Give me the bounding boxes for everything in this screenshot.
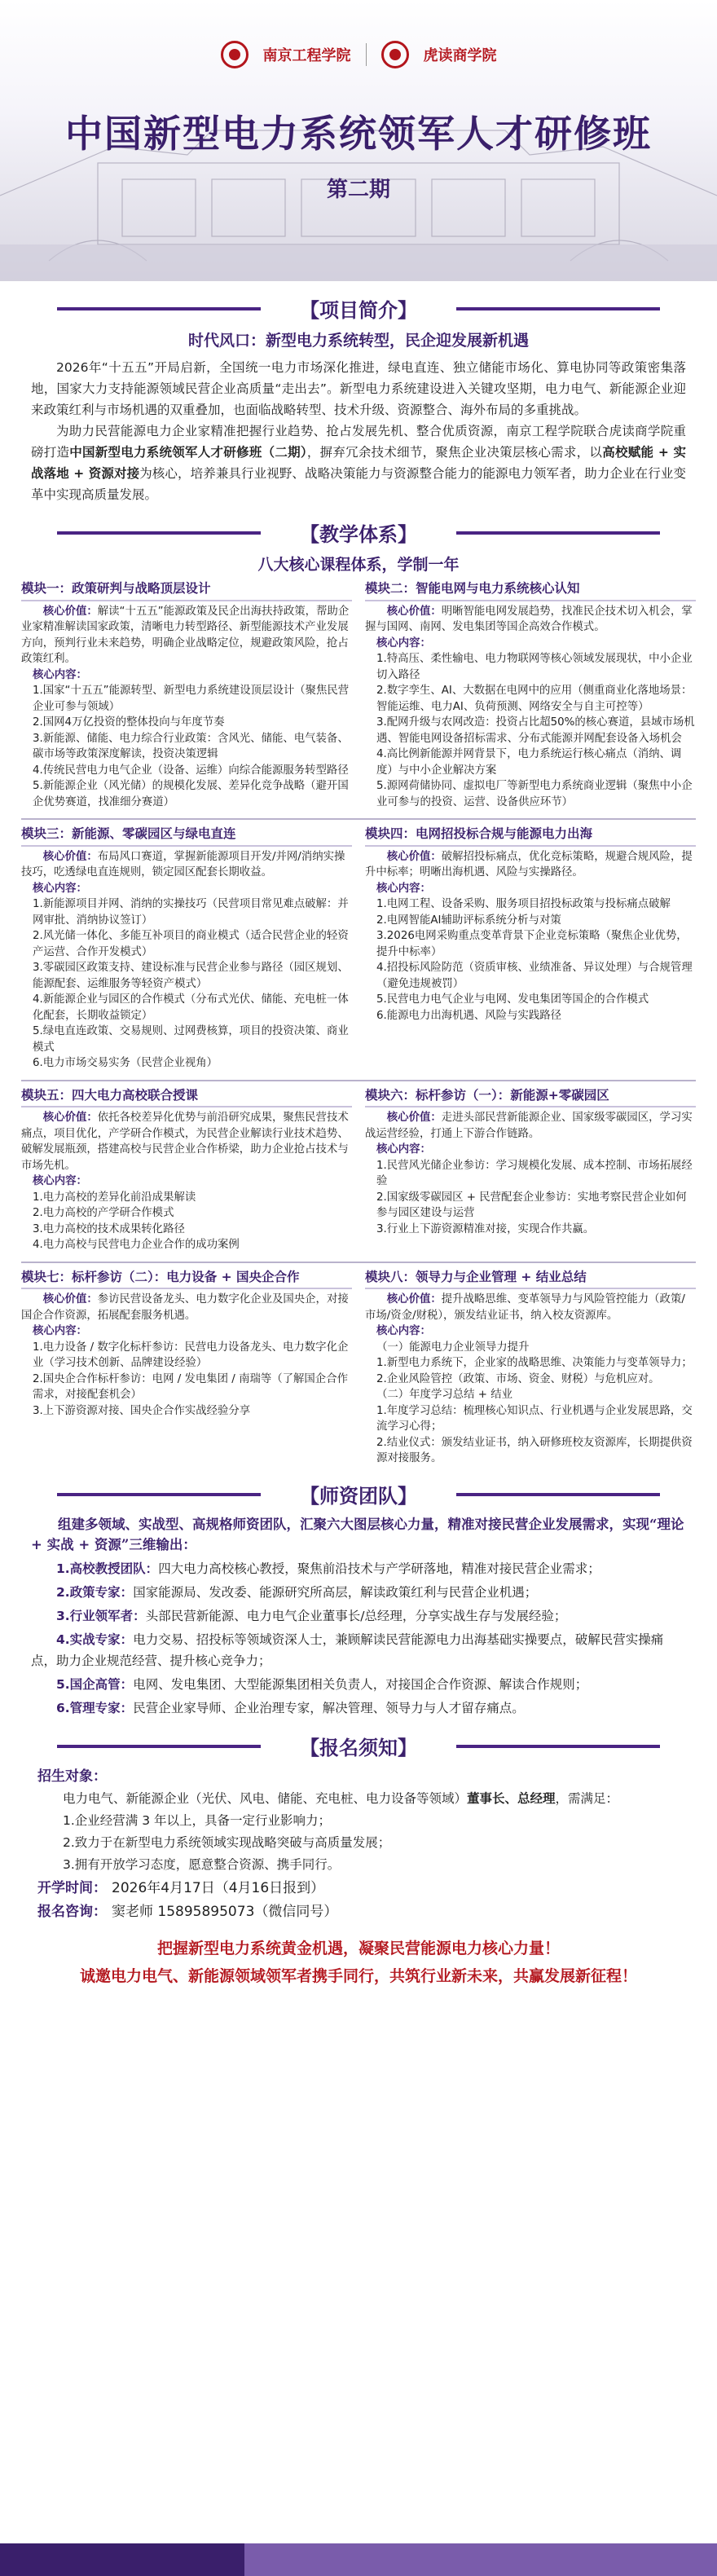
module-grid	[0, 581, 717, 1467]
section-label: 【师资团队】	[300, 1483, 417, 1508]
module-item: 4.招投标风险防范（资质审核、业绩准备、异议处理）与合规管理（避免违规被罚）	[376, 962, 693, 990]
module-card	[365, 581, 696, 810]
teachers-intro: 组建多领域、实战型、高规格师资团队，汇聚六大图层核心力量，精准对接民营企业发展需求，实现“理论 + 实战 + 资源”三维输出：	[31, 1516, 684, 1552]
module-item: 2.国网4万亿投资的整体投向与年度节奏	[33, 716, 225, 729]
teacher-list	[0, 1558, 717, 1719]
module-item: 4.高比例新能源并网背景下，电力系统运行核心痛点（消纳、调度）与中小企业解决方案	[376, 748, 682, 777]
module-item: 1.新型电力系统下，企业家的战略思维、决策能力与变革领导力；	[376, 1357, 693, 1369]
start-time-line: 开学时间： 2026年4月17日（4月16日报到）	[37, 1879, 325, 1896]
hero-banner	[0, 0, 717, 281]
school-seal-icon	[221, 41, 249, 68]
curriculum-theme: 八大核心课程体系，学制一年	[257, 556, 460, 574]
intro-paragraph-1: 2026年“十五五”开局启新，全国统一电力市场深化推进，绿电直连、独立储能市场化、算电协同等政策密集落地，国家大力支持能源领域民营企业高质量“走出去”。新型电力系统建设进入关键攻坚期，电力电气、新能源企业迎来政策红利与市场机遇的双重叠加，也面临战略转型、技术升级、资源整合、海外布局的多重挑战。	[31, 360, 686, 417]
module-item: 4.电力高校与民营电力企业合作的成功案例	[33, 1239, 240, 1251]
module-item: 4.新能源企业与园区的合作模式（分布式光伏、储能、充电桩一体化配套，长期收益锁定）	[33, 993, 349, 1022]
slogan-2: 诚邀电力电气、新能源领域领军者携手同行，共筑行业新未来，共赢发展新征程！	[79, 1966, 637, 1985]
module-content-label: 核心内容：	[376, 636, 431, 650]
module-value: 核心价值：走进头部民营新能源企业、国家级零碳园区，学习实战运营经验，打通上下游合作链路。	[365, 1112, 693, 1140]
contact-value: 窦老师 15895895073（微信同号）	[112, 1903, 338, 1920]
teacher-item: 5.国企高管：电网、发电集团、大型能源集团相关负责人，对接国企合作资源、解读合作规则；	[56, 1676, 588, 1692]
module-row	[21, 1262, 696, 1467]
requirement-list	[37, 1810, 680, 1876]
module-item: 2.国家级零碳园区 + 民营配套企业参访：实地考察民营企业如何参与园区建设与运营	[376, 1191, 687, 1219]
module-item: 1.民营风光储企业参访：学习规模化发展、成本控制、市场拓展经验	[376, 1159, 693, 1187]
module-item: 5.源网荷储协同、虚拟电厂等新型电力系统商业逻辑（聚焦中小企业可参与的投资、运营、设备供应环节）	[376, 780, 693, 808]
module-item: 3.新能源、储能、电力综合行业政策：含风光、储能、电气装备、碳市场等政策深度解读，投资决策逻辑	[33, 732, 349, 760]
module-card	[21, 581, 352, 810]
module-title: 模块六：标杆参访（一）：新能源+零碳园区	[365, 1088, 696, 1108]
requirement-item: 3.拥有开放学习态度，愿意整合资源、携手同行。	[63, 1856, 341, 1872]
section-header-intro	[0, 293, 717, 324]
module-item: 3.行业上下游资源精准对接，实现合作共赢。	[376, 1222, 595, 1235]
module-value: 核心价值：布局风口赛道，掌握新能源项目开发/并网/消纳实操技巧，吃透绿电直连规则，锁定园区配套长期收益。	[21, 850, 345, 878]
module-title: 模块一：政策研判与战略顶层设计	[21, 581, 352, 601]
module-title: 模块三：新能源、零碳园区与绿电直连	[21, 826, 352, 847]
module-content-label: 核心内容：	[376, 1143, 431, 1156]
academy-logo-text: 虎读商学院	[423, 47, 497, 64]
target-description: 电力电气、新能源企业（光伏、风电、储能、充电桩、电力设备等领域）董事长、总经理，需满足：	[63, 1790, 619, 1806]
module-item: 1.特高压、柔性输电、电力物联网等核心领域发展现状，中小企业切入路径	[376, 653, 693, 681]
teacher-item: 1.高校教授团队：四大电力高校核心教授，聚焦前沿技术与产学研落地，精准对接民营企业需求；	[56, 1561, 600, 1576]
module-title: 模块五：四大电力高校联合授课	[21, 1088, 352, 1108]
module-item: 2.结业仪式：颁发结业证书，纳入研修班校友资源库，长期提供资源对接服务。	[376, 1436, 693, 1464]
registration-block	[0, 1766, 717, 1923]
academy-seal-icon	[381, 41, 409, 68]
module-content-label: 核心内容：	[33, 1175, 87, 1187]
module-content-label: 核心内容：	[376, 1325, 431, 1337]
module-item: 3.零碳园区政策支持、建设标准与民营企业参与路径（园区规划、能源配套、运维服务等轻资产模式）	[33, 962, 349, 990]
section-header-curriculum	[0, 517, 717, 548]
module-row	[21, 1080, 696, 1253]
section-label: 【项目简介】	[300, 298, 417, 322]
teacher-item: 4.实战专家：电力交易、招投标等领域资深人士，兼顾解读民营能源电力出海基础实操要点，破解民营实操痛点，助力企业规范经营、提升核心竞争力；	[31, 1631, 664, 1668]
requirement-item: 2.致力于在新型电力系统领域实现战略突破与高质量发展；	[63, 1834, 391, 1850]
module-item: 1.电力高校的差异化前沿成果解读	[33, 1191, 196, 1204]
module-content-label: 核心内容：	[33, 668, 87, 681]
module-item: 2.数字孪生、AI、大数据在电网中的应用（侧重商业化落地场景：智能运维、电力AI、负荷预测、网络安全与自主可控等）	[376, 685, 693, 713]
footer-band	[0, 2543, 717, 2576]
target-label: 招生对象：	[37, 1768, 107, 1785]
module-item: 3.2026电网采购重点变革背景下企业竞标策略（聚焦企业优势，提升中标率）	[376, 930, 688, 958]
module-title: 模块四：电网招投标合规与能源电力出海	[365, 826, 696, 847]
module-content-label: 核心内容：	[376, 882, 431, 895]
module-item: 1.电力设备 / 数字化标杆参访：民营电力设备龙头、电力数字化企业（学习技术创新、品牌建设经验）	[33, 1341, 349, 1369]
module-value: 核心价值：参访民营设备龙头、电力数字化企业及国央企，对接国企合作资源，拓展配套服务机遇。	[21, 1293, 349, 1322]
module-item: 3.上下游资源对接、国央企合作实战经验分享	[33, 1404, 251, 1417]
module-item: 2.电力高校的产学研合作模式	[33, 1207, 174, 1219]
module-value: 核心价值：破解招投标痛点，优化竞标策略，规避合规风险，提升中标率；明晰出海机遇、风险与实操路径。	[365, 850, 693, 878]
module-item: 2.风光储一体化、多能互补项目的商业模式（适合民营企业的轻资产运营、合作开发模式）	[33, 930, 349, 958]
module-card	[365, 826, 696, 1072]
module-item: 4.传统民营电力电气企业（设备、运维）向综合能源服务转型路径	[33, 764, 349, 777]
module-title: 模块八：领导力与企业管理 + 结业总结	[365, 1270, 696, 1290]
module-item: 1.电网工程、设备采购、服务项目招投标政策与投标痛点破解	[376, 898, 671, 910]
module-item: 3.电力高校的技术成果转化路径	[33, 1222, 185, 1235]
start-time-value: 2026年4月17日（4月16日报到）	[112, 1879, 325, 1896]
module-item: 1.年度学习总结：梳理核心知识点、行业机遇与企业发展思路，交流学习心得；	[376, 1404, 693, 1433]
page-subtitle: 第二期	[326, 178, 390, 202]
module-item: 5.民营电力电气企业与电网、发电集团等国企的合作模式	[376, 993, 649, 1006]
module-title: 模块七：标杆参访（二）：电力设备 + 国央企合作	[21, 1270, 352, 1290]
module-item: （一）能源电力企业领导力提升	[376, 1341, 530, 1354]
school-logo-text: 南京工程学院	[262, 47, 351, 64]
page-title: 中国新型电力系统领军人才研修班	[65, 112, 652, 156]
module-card	[21, 826, 352, 1072]
module-value: 核心价值：明晰智能电网发展趋势，找准民企技术切入机会，掌握与国网、南网、发电集团等国企高效合作模式。	[365, 605, 693, 633]
module-item: 2.国央企合作标杆参访：电网 / 发电集团 / 南瑞等（了解国企合作需求，对接配套机会）	[33, 1372, 348, 1401]
intro-theme: 时代风口：新型电力系统转型，民企迎发展新机遇	[187, 332, 529, 350]
module-item: 1.新能源项目并网、消纳的实操技巧（民营项目常见难点破解：并网审批、消纳协议签订）	[33, 898, 349, 927]
module-item: 1.国家“十五五”能源转型、新型电力系统建设顶层设计（聚焦民营企业可参与领域）	[33, 685, 350, 713]
module-item: （二）年度学习总结 + 结业	[376, 1389, 513, 1401]
section-header-registration	[0, 1730, 717, 1761]
module-value: 核心价值：提升战略思维、变革领导力与风险管控能力（政策/市场/资金/财税），颁发结业证书，纳入校友资源库。	[365, 1293, 685, 1322]
module-item: 2.企业风险管控（政策、市场、资金、财税）与危机应对。	[376, 1372, 660, 1385]
module-card	[365, 1270, 696, 1467]
logo-bar	[0, 41, 717, 68]
logo-divider	[366, 43, 367, 66]
section-label: 【教学体系】	[300, 522, 417, 546]
module-title: 模块二：智能电网与电力系统核心认知	[365, 581, 696, 601]
contact-line: 报名咨询： 窦老师 15895895073（微信同号）	[37, 1903, 338, 1920]
teacher-item: 6.管理专家：民营企业家导师、企业治理专家，解决管理、领导力与人才留存痛点。	[56, 1700, 525, 1715]
teacher-item: 2.政策专家：国家能源局、发改委、能源研究所高层，解读政策红利与民营企业机遇；	[56, 1584, 538, 1600]
module-item: 3.配网升级与农网改造：投资占比超50%的核心赛道，县域市场机遇、智能电网设备招标需求、分布式能源并网配套设备入场机会	[376, 716, 695, 745]
module-value: 核心价值：解读“十五五”能源政策及民企出海扶持政策，帮助企业家精准解读国家政策，清晰电力转型路径、新型能源技术产业发展方向，预判行业未来趋势，明确企业战略定位，规避政策风险，抢占政策红利。	[21, 605, 350, 665]
module-item: 5.新能源企业（风光储）的规模化发展、差异化竞争战略（避开国企优势赛道，找准细分赛道）	[33, 780, 349, 808]
section-label: 【报名须知】	[300, 1735, 417, 1759]
intro-paragraph-2: 为助力民营能源电力企业家精准把握行业趋势、抢占发展先机、整合优质资源，南京工程学院联合虎读商学院重磅打造中国新型电力系统领军人才研修班（二期），摒弃冗余技术细节，聚焦企业决策层核心需求，以高校赋能 + 实战落地 + 资源对接为核心，培养兼具行业视野、战略决策能力与资源整合能力的能源电力领军者，助力企业在行业变革中实现高质量发展。	[31, 424, 686, 502]
module-item: 6.能源电力出海机遇、风险与实践路径	[376, 1009, 562, 1022]
module-value: 核心价值：依托各校差异化优势与前沿研究成果，聚焦民营技术痛点，项目优化，产学研合作模式，为民营企业解读行业技术趋势、破解发展瓶颈，搭建高校与民营企业合作桥梁，助力企业抢占技术与市场先机。	[21, 1112, 349, 1172]
teacher-item: 3.行业领军者：头部民营新能源、电力电气企业董事长/总经理，分享实战生存与发展经验；	[56, 1608, 567, 1623]
section-header-teachers	[0, 1478, 717, 1509]
module-content-label: 核心内容：	[33, 1325, 87, 1337]
module-content-label: 核心内容：	[33, 882, 87, 895]
module-card	[21, 1270, 352, 1467]
module-item: 5.绿电直连政策、交易规则、过网费核算，项目的投资决策、商业模式	[33, 1025, 349, 1054]
requirement-item: 1.企业经营满 3 年以上，具备一定行业影响力；	[63, 1812, 332, 1828]
module-row	[21, 818, 696, 1072]
module-item: 2.电网智能AI辅助评标系统分析与对策	[376, 914, 561, 927]
module-row	[21, 581, 696, 810]
slogan-1: 把握新型电力系统黄金机遇，凝聚民营能源电力核心力量！	[156, 1939, 560, 1957]
module-item: 6.电力市场交易实务（民营企业视角）	[33, 1057, 218, 1069]
module-card	[21, 1088, 352, 1253]
module-card	[365, 1088, 696, 1253]
